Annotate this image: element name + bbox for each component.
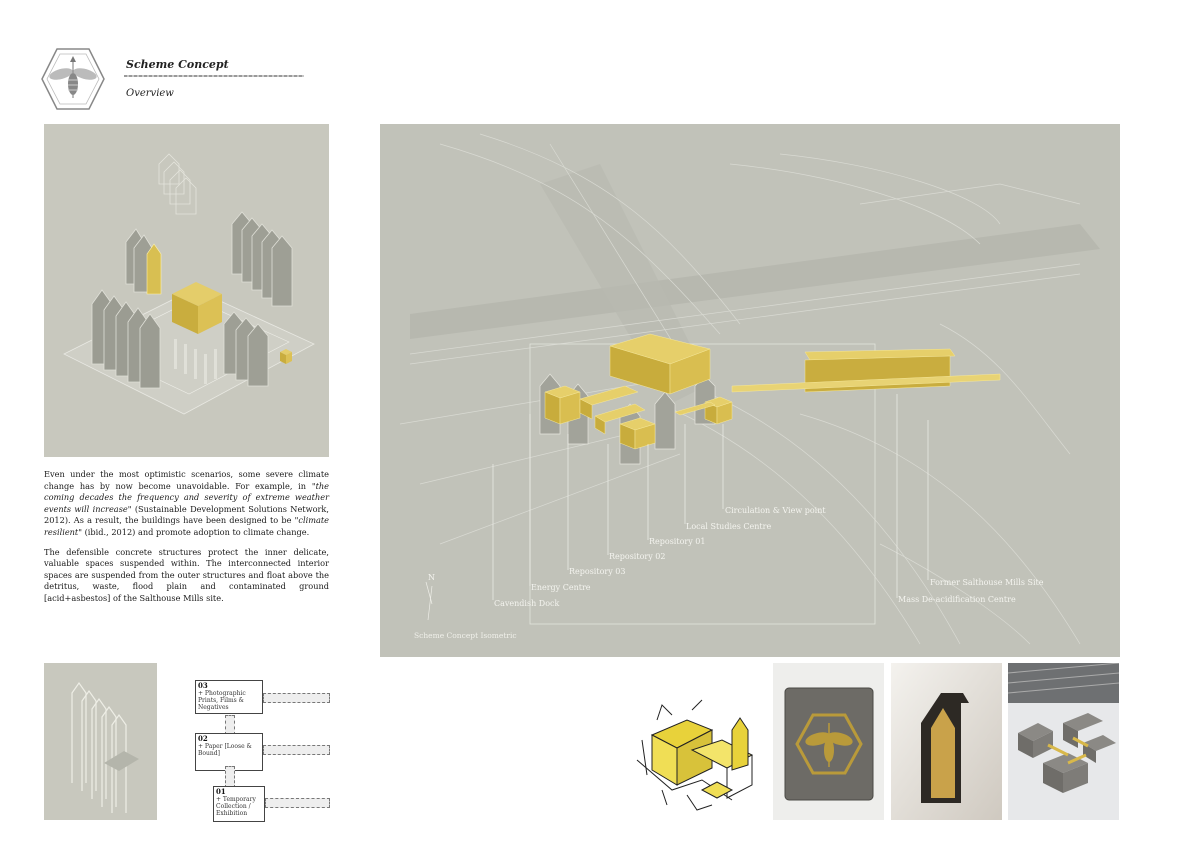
arch-model-photo <box>891 663 1002 820</box>
page-title: Scheme Concept <box>126 58 229 71</box>
label-repository-01: Repository 01 <box>649 537 706 546</box>
concept-description <box>44 469 329 613</box>
quote-2: "climate resilient" <box>44 515 329 537</box>
text-span: (ibid., 2012) and promote adoption to climate change. <box>82 526 310 537</box>
level-03-text: + Photographic Prints, Films & Negatives <box>198 690 246 711</box>
bee-tile-photo <box>773 663 884 820</box>
link-03-02 <box>225 715 235 735</box>
quote-1: "the coming decades the frequency and severity of extreme weather events will increase" <box>44 480 329 514</box>
isometric-structure-image <box>44 124 329 457</box>
label-former-mills: Former Salthouse Mills Site <box>930 578 1044 587</box>
level-01-number: 01 <box>216 787 226 796</box>
north-label: N <box>428 573 435 582</box>
text-span: Even under the most optimistic scenarios, some severe climate change has by now become unavoidable. For example, in <box>44 469 329 491</box>
level-03-number: 03 <box>198 681 208 690</box>
blocks-model-photo <box>1008 663 1119 820</box>
link-02-01 <box>225 766 235 788</box>
bee-logo-icon <box>40 46 106 112</box>
concept-sketch-image <box>632 690 766 820</box>
level-01-text: + Temporary Collection / Exhibition <box>216 796 256 817</box>
page-subtitle: Overview <box>126 88 174 99</box>
level-01-box <box>213 786 265 822</box>
label-cavendish-dock: Cavendish Dock <box>494 599 560 608</box>
site-isometric-map <box>380 124 1120 657</box>
title-divider <box>124 75 304 77</box>
map-caption: Scheme Concept Isometric <box>414 631 517 640</box>
paragraph-1 <box>44 469 329 539</box>
level-02-number: 02 <box>198 734 208 743</box>
label-repository-03: Repository 03 <box>569 567 626 576</box>
repository-stack-diagram <box>195 680 335 825</box>
level-03-connector <box>263 693 330 703</box>
label-repository-02: Repository 02 <box>609 552 666 561</box>
frames-model-image <box>44 663 157 820</box>
level-01-connector <box>265 798 330 808</box>
label-deacidification: Mass De-acidification Centre <box>898 595 1016 604</box>
label-local-studies: Local Studies Centre <box>686 522 772 531</box>
level-03-box <box>195 680 263 714</box>
level-02-connector <box>263 745 330 755</box>
level-02-text: + Paper [Loose & Bound] <box>198 743 252 757</box>
label-energy-centre: Energy Centre <box>531 583 591 592</box>
text-span: (Sustainable Development Solutions Network, 2012). As a result, the buildings have been designed to be <box>44 503 329 526</box>
label-circulation: Circulation & View point <box>725 506 826 515</box>
paragraph-2: The defensible concrete structures protect the inner delicate, valuable spaces suspended within. The interconnected interior spaces are suspended from the outer structures and float above the detritus, waste, flood plain and contaminated ground [acid+asbestos] of the Salthouse Mills site. <box>44 546 329 603</box>
